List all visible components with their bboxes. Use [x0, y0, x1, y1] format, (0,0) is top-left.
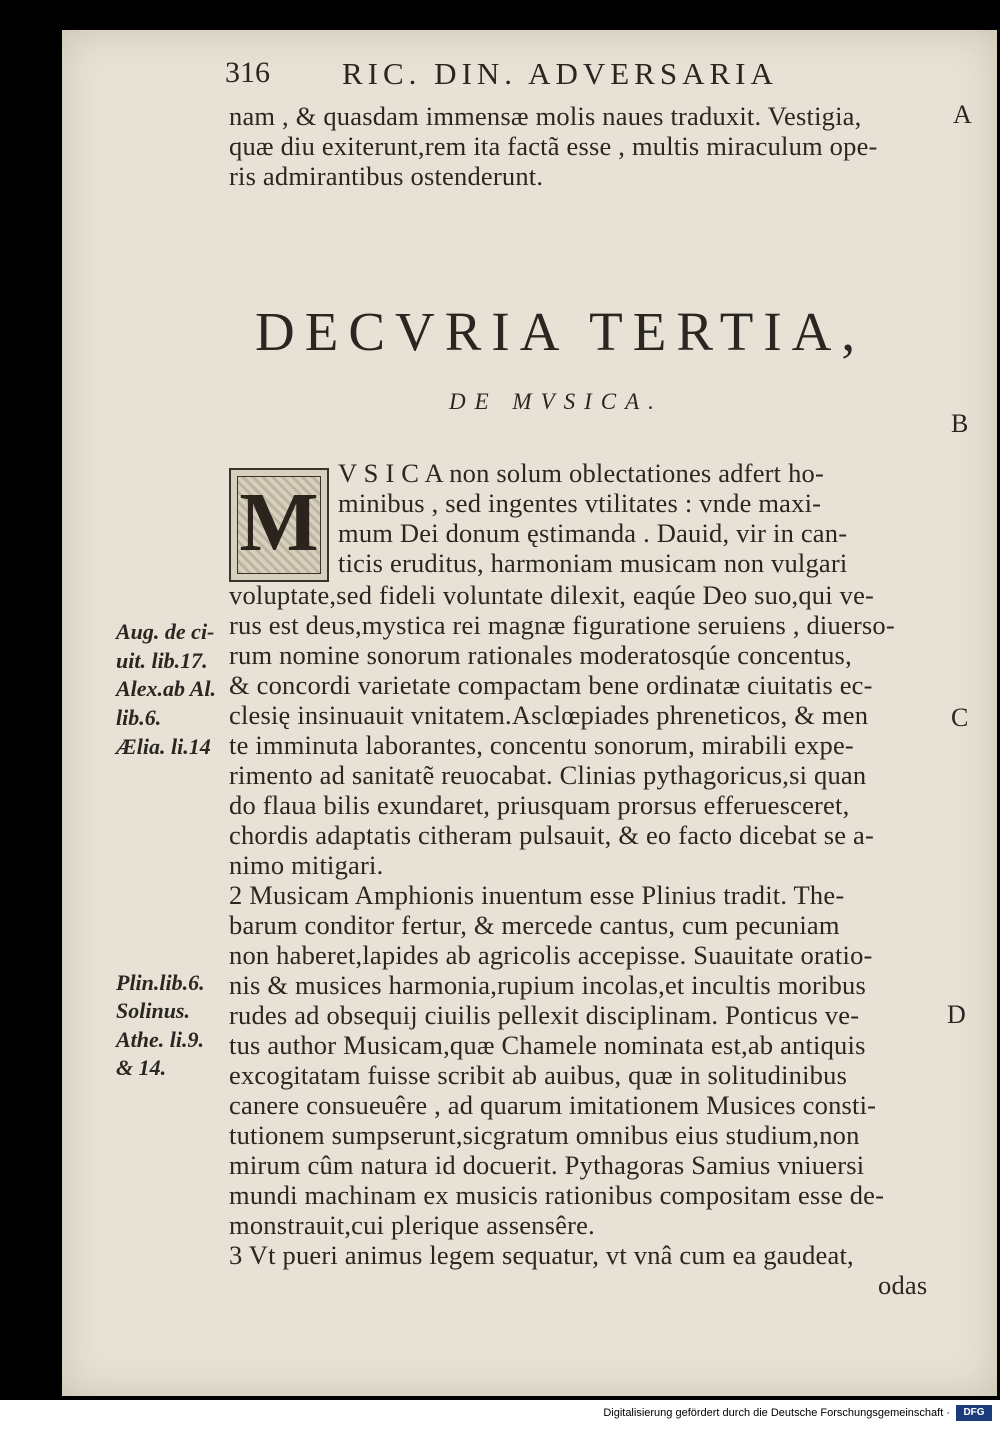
text-line: rudes ad obsequij ciuilis pellexit disciplinam. Ponticus ve- [229, 1000, 860, 1030]
text-line: ris admirantibus ostenderunt. [229, 161, 544, 191]
text-line: te imminuta laborantes, concentu sonorum, mirabili expe- [229, 730, 854, 760]
text-line: minibus , sed ingentes vtilitates : vnde maxi- [338, 488, 822, 518]
margin-letter-c: C [951, 703, 969, 732]
running-title: RIC. DIN. ADVERSARIA [342, 56, 778, 91]
text-line: do flaua bilis exundaret, priusquam prorsus efferuesceret, [229, 790, 850, 820]
side-note: Solinus. [116, 998, 190, 1023]
text-line: 2 Musicam Amphionis inuentum esse Plinius tradit. The- [229, 880, 845, 910]
funding-notice: Digitalisierung gefördert durch die Deutsche Forschungsgemeinschaft · [603, 1407, 950, 1419]
footer-bar [0, 1400, 1000, 1429]
page-number: 316 [225, 56, 270, 89]
text-line: canere consueuêre , ad quarum imitationem Musices consti- [229, 1090, 877, 1120]
side-note: Alex.ab Al. [116, 676, 217, 701]
text-line: non haberet,lapides ab agricolis accepisse. Suauitate oratio- [229, 940, 873, 970]
section-title: DECVRIA TERTIA, [255, 301, 866, 362]
side-note: lib.6. [116, 705, 162, 730]
text-line: V S I C A non solum oblectationes adfert ho- [338, 458, 824, 488]
text-line: mirum cûm natura id docuerit. Pythagoras Samius vniuersi [229, 1150, 865, 1180]
catchword: odas [878, 1270, 928, 1300]
text-line: voluptate,sed fideli voluntate dilexit, eaqúe Deo suo,qui ve- [229, 580, 875, 610]
text-line: excogitatam fuisse scribit ab auibus, quæ in solitudinibus [229, 1060, 848, 1090]
side-note: Ælia. li.14 [116, 734, 211, 759]
text-line: mum Dei donum ęstimanda . Dauid, vir in can- [338, 518, 848, 548]
text-line: mundi machinam ex musicis rationibus compositam esse de- [229, 1180, 885, 1210]
text-line: monstrauit,cui plerique assensêre. [229, 1210, 595, 1240]
decorated-initial [229, 468, 329, 582]
section-subtitle: DE MVSICA. [449, 389, 663, 414]
text-line: nis & musices harmonia,rupium incolas,et incultis moribus [229, 970, 867, 1000]
text-line: 3 Vt pueri animus legem sequatur, vt vnâ cum ea gaudeat, [229, 1240, 854, 1270]
initial-letter: M [239, 476, 319, 569]
side-note: Athe. li.9. [116, 1027, 205, 1052]
margin-letter-d: D [947, 1000, 966, 1029]
side-note: uit. lib.17. [116, 648, 208, 673]
text-line: barum conditor fertur, & mercede cantus, cum pecuniam [229, 910, 840, 940]
dfg-logo: DFG [956, 1405, 992, 1421]
text-line: ticis eruditus, harmoniam musicam non vulgari [338, 548, 848, 578]
side-note: & 14. [116, 1055, 167, 1080]
margin-letter-a: A [953, 100, 972, 129]
side-note: Aug. de ci- [116, 619, 215, 644]
text-line: clesię insinuauit vnitatem.Asclœpiades phreneticos, & men [229, 700, 869, 730]
text-line: tus author Musicam,quæ Chamele nominata est,ab antiquis [229, 1030, 866, 1060]
text-line: rimento ad sanitatẽ reuocabat. Clinias pythagoricus,si quan [229, 760, 867, 790]
text-line: chordis adaptatis citheram pulsauit, & eo facto dicebat se a- [229, 820, 875, 850]
text-line: nimo mitigari. [229, 850, 384, 880]
text-line: rus est deus,mystica rei magnæ figuratione seruiens , diuerso- [229, 610, 895, 640]
text-line: quæ diu exiterunt,rem ita factã esse , multis miraculum ope- [229, 131, 878, 161]
margin-letter-b: B [951, 409, 969, 438]
text-line: tutionem sumpserunt,sicgratum omnibus eius studium,non [229, 1120, 860, 1150]
side-note: Plin.lib.6. [116, 970, 205, 995]
text-line: rum nomine sonorum rationales moderatosqúe concentus, [229, 640, 852, 670]
text-line: & concordi varietate compactam bene ordinatæ ciuitatis ec- [229, 670, 873, 700]
text-line: nam , & quasdam immensæ molis naues traduxit. Vestigia, [229, 101, 862, 131]
